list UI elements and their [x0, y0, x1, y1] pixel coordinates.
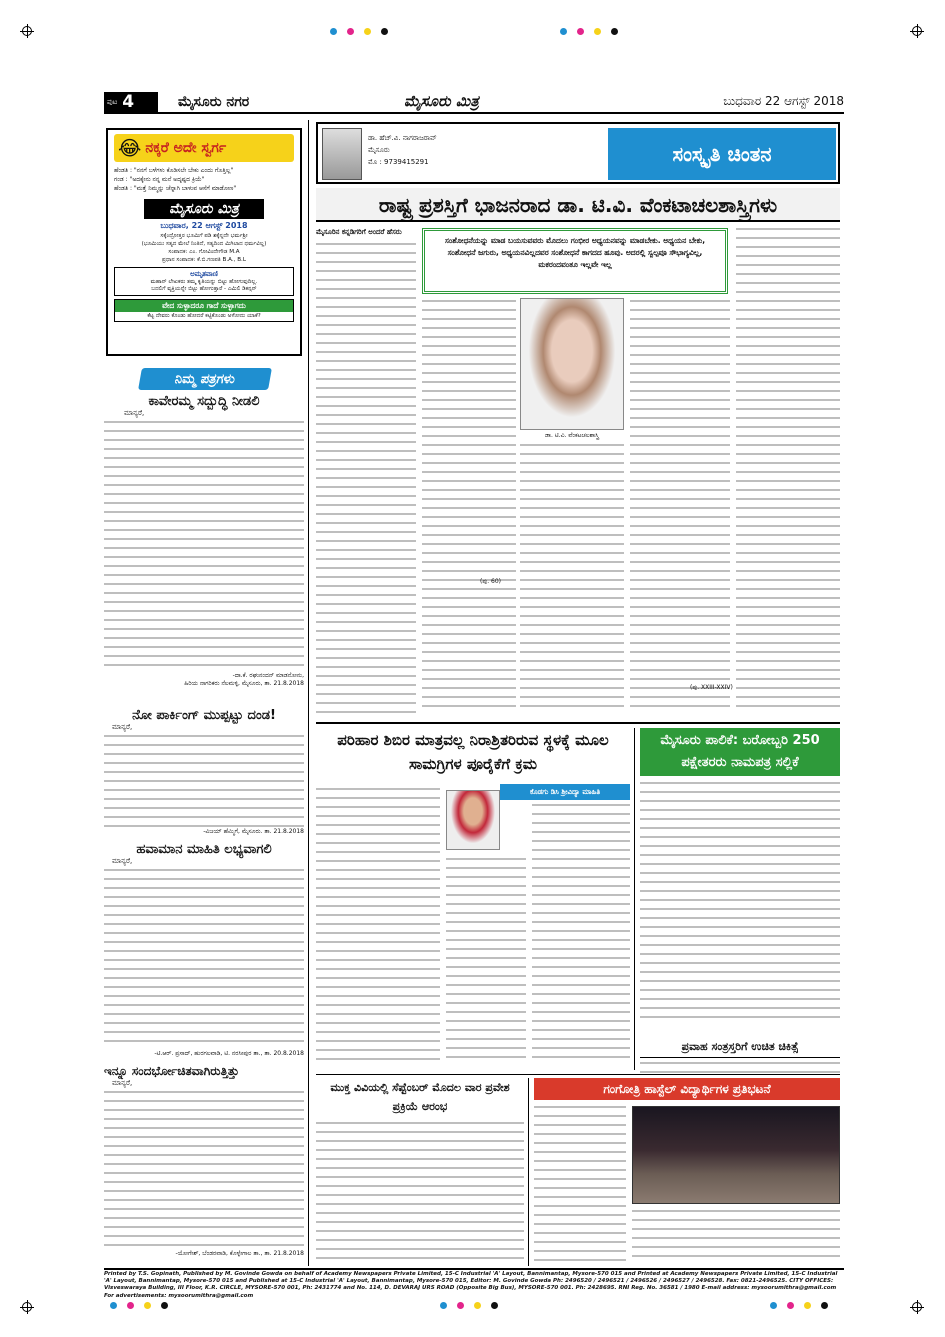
relief-photo	[446, 790, 500, 850]
letters-title: ನಿಮ್ಮ ಪತ್ರಗಳು	[173, 371, 237, 387]
protest-photo	[632, 1106, 840, 1204]
humor-line: ಹೆಂಡತಿ : "ಮತ್ತೆ ನಿಮ್ಮನ್ನು ಚೆನ್ನಾಗಿ ಬಾಳುವ ಆಸೆಗೆ ಮಾಡೋಣ"	[114, 185, 237, 192]
laughing-face-icon: 😂	[118, 136, 142, 160]
feature-col-2	[422, 300, 516, 718]
letter-3	[104, 842, 304, 1062]
letter-sign: -ಯೋಗೇಶ್, ಬೆಂಡರವಾಡಿ, ಕೊಳ್ಳೇಗಾಲ ತಾ., ತಾ. 21.8.2018	[175, 1250, 304, 1257]
mini-line: ಪ್ರಧಾನ ಸಂಪಾದಕ: ಕೆ.ಬಿ.ಗಣಪತಿ B.A., B.L	[162, 257, 246, 263]
relief-col-1	[316, 788, 440, 1070]
relief-byline: ಕೊಡಗು ಡಿಸಿ ಶ್ರೀವಿದ್ಯಾ ಮಾಹಿತಿ	[500, 784, 630, 800]
letter-4	[104, 1064, 304, 1264]
photo-caption: ಡಾ. ಟಿ.ವಿ. ವೆಂಕಟಚಲಶಾಸ್ತ್ರಿ	[545, 432, 599, 439]
university-headline: ಮುಕ್ತ ವಿವಿಯಲ್ಲಿ ಸೆಪ್ಟೆಂಬರ್ ಮೊದಲ ವಾರ ಪ್ರವೇಶ ಪ್ರಕ್ರಿಯೆ ಆರಂಭ	[330, 1081, 510, 1113]
humor-line: ಗಂಡ : "ಅದಕ್ಕೇನು ನನ್ನ ಮನೆ ಅದೃಷ್ಟದ ಕ್ರಿಯೆ"	[114, 176, 205, 183]
letter-title: ನೋ ಪಾರ್ಕಿಂಗ್ ಮುಪ್ಪಟ್ಟು ದಂಡ!	[132, 708, 276, 723]
palike-body	[640, 782, 840, 1034]
color-bar-dots	[110, 1302, 168, 1309]
feature-col-4	[630, 300, 730, 718]
letter-title: ಇನ್ನೂ ಸಂದರ್ಭೋಚಿತವಾಗಿರುತ್ತಿತ್ತು	[104, 1064, 240, 1078]
amrutavani-line: ಮಹಾನ್ ಲೇಖಕರು ತಮ್ಮ ಕೃತಿಯನ್ನು ಬಿಟ್ಟು ಹೋಗುವುದಿಲ್ಲ.	[150, 279, 258, 285]
letter-2	[104, 708, 304, 838]
letter-title: ಕಾವೇರಮ್ಮ ಸದ್ಬುದ್ಧಿ ನೀಡಲಿ	[148, 394, 260, 409]
letter-sign: -ವಿಜಯ್ ಹೆಮ್ಮಿಗೆ, ಮೈಸೂರು. ತಾ. 21.8.2018	[203, 828, 304, 835]
column-banner	[608, 128, 836, 180]
proverb-title: ವೇದ ಸುಳ್ಳಾದರೂ ಗಾದೆ ಸುಳ್ಳಾಗದು	[115, 300, 293, 312]
letter-place: ಹಿರಿಯ ನಾಗರಿಕರು ನೆಲಮಳ್ಳಿ, ಮೈಸೂರು, ತಾ. 21.8.2018	[184, 680, 304, 687]
protest-headline: ಗಂಗೋತ್ರಿ ಹಾಸ್ಟೆಲ್ ವಿದ್ಯಾರ್ಥಿಗಳ ಪ್ರತಿಭಟನೆ	[534, 1078, 840, 1100]
feature-col-3	[520, 444, 624, 718]
relief-headline: ಪರಿಹಾರ ಶಿಬಿರ ಮಾತ್ರವಲ್ಲ ನಿರಾಶ್ರಿತರಿರುವ ಸ್ಥಳಕ್ಕೆ ಮೂಲ ಸಾಮಗ್ರಿಗಳ ಪೂರೈಕೆಗೆ ಕ್ರಮ	[337, 731, 609, 773]
letter-body	[104, 732, 304, 828]
letter-greeting: ಮಾನ್ಯರೆ,	[112, 1079, 133, 1087]
feature-ref: (ಪು. 60)	[480, 578, 502, 585]
page-label: ಪುಟ	[107, 97, 118, 106]
mini-line: ಸಂಪಾದಕ: ಎಂ. ಗೋವಿಂದೇಗೌಡ M.A	[168, 249, 240, 255]
masthead-mini: ಮೈಸೂರು ಮಿತ್ರ	[144, 199, 264, 219]
letter-body	[104, 1088, 304, 1250]
letter-sign: -ಟಿ.ಆರ್. ಪ್ರಸಾದ್, ಹುರಗಲವಾಡಿ, ಟಿ. ನರಸೀಪುರ ತಾ., ತಾ. 20.8.2018	[154, 1050, 304, 1057]
letter-1	[104, 394, 304, 704]
color-bar-dots	[440, 1302, 498, 1309]
university-body	[316, 1122, 524, 1266]
amrutavani-title: ಅಮೃತವಾಣಿ	[190, 270, 218, 278]
letter-body	[104, 866, 304, 1050]
mini-date: ಬುಧವಾರ, 22 ಆಗಸ್ಟ್ 2018	[160, 221, 248, 230]
column-name: ಸಂಸ್ಕೃತಿ ಚಿಂತನ	[672, 142, 772, 166]
letter-greeting: ಮಾನ್ಯರೆ,	[112, 723, 133, 731]
author-phone: ಮೊ : 9739415291	[368, 158, 429, 166]
color-bar-dots	[560, 28, 618, 35]
registration-mark-icon	[912, 26, 922, 36]
letter-greeting: ಮಾನ್ಯರೆ,	[112, 857, 133, 865]
registration-mark-icon	[22, 26, 32, 36]
author-city: ಮೈಸೂರು	[368, 146, 390, 154]
palike-headline: ಮೈಸೂರು ಪಾಲಿಕೆ: ಬರೋಬ್ಬರಿ 250 ಪಕ್ಷೇತರರು ನಾಮಪತ್ರ ಸಲ್ಲಿಕೆ	[640, 728, 840, 776]
protest-body-2	[632, 1210, 840, 1266]
mini-line: (ಭೂಮಿಯು ಸತ್ಯದ ಮೇಲೆ ನಿಂತಿದೆ, ಸತ್ಯದಿಂದ ಮಿಗಿಲಾದ ಧರ್ಮವಿಲ್ಲ)	[141, 241, 267, 247]
amrutavani-line: ಬದಲಿಗೆ ವ್ಯಕ್ತಿಯನ್ನೇ ಬಿಟ್ಟು ಹೋಗುತ್ತಾರೆ - ಎಮಿಲಿ ಡಿಕನ್ಸನ್	[151, 286, 257, 292]
letter-greeting: ಮಾನ್ಯರೆ,	[124, 409, 145, 417]
letter-title: ಹವಾಮಾನ ಮಾಹಿತಿ ಲಭ್ಯವಾಗಲಿ	[136, 842, 272, 857]
humor-box	[106, 128, 302, 356]
feature-col-1	[316, 228, 416, 718]
mini-line: ಸಕ್ಕೆಂದ್ರೋತ್ತರ ಭೂಮಿಗೆ ಪಡಿ ಶಕ್ಕೆನ್ನದೇ ಭರ್ಮಶ್ರೀ	[160, 233, 248, 239]
feature-ref-2: (ಪು. XXIII-XXIV)	[690, 684, 733, 691]
registration-mark-icon	[912, 1302, 922, 1312]
relief-col-2	[446, 858, 526, 1070]
page-number-badge	[104, 92, 158, 112]
issue-date: ಬುಧವಾರ 22 ಆಗಸ್ಟ್ 2018	[723, 94, 844, 108]
author-photo	[322, 128, 362, 180]
registration-mark-icon	[22, 1302, 32, 1312]
feature-header	[316, 122, 840, 184]
flood-headline: ಪ್ರವಾಹ ಸಂತ್ರಸ್ತರಿಗೆ ಉಚಿತ ಚಿಕಿತ್ಸೆ	[640, 1040, 840, 1058]
masthead: ಮೈಸೂರು ಮಿತ್ರ	[404, 92, 479, 110]
pullquote: ಸಂಶೋಧನೆಯನ್ನು ಮಾಡ ಬಯಸುವವರು ಮೊದಲು ಗಂಭೀರ ಅಧ್ಯಯನವನ್ನು ಮಾಡಬೇಕು. ಅಧ್ಯಯನ ಬೇಕು, ಸಂಶೋಧನೆ ಜಗುರು, ಅಧ್ಯಯನವಿಲ್ಲದವರ ಸಂಶೋಧನೆ ಕಾಗದದ ಹೂವು. ಅದರಲ್ಲಿ ಸ್ವಲ್ಪವೂ ಸೌಭಾಗ್ಯವಿಲ್ಲ, ಮಕರಂದವಂತೂ ಇಲ್ಲವೇ ಇಲ್ಲ	[444, 236, 706, 269]
feature-photo	[520, 298, 624, 430]
proverb-text: ಕೆಟ್ಟ ದೇವರು ಕೊಂಡು ಹೋದರೆ ಕಟ್ಟಿಕೊಂಡು ಅಳೋದು ಯಾಕೆ?	[147, 313, 261, 319]
feature-dropcap: ಮೈಸೂರಿನ ಕನ್ನಡಿಗರಿಗೆ ಅಂದರೆ ಹೆಸರು	[316, 228, 402, 236]
page-header	[104, 92, 844, 114]
imprint: Printed by T.S. Gopinath, Published by M. Govinde Gowda on behalf of Academy Newspapers Private Limited, 15-C Industrial 'A' Layout, Bannimantap, Mysore-570 015 and Printed at Academy Newspapers Private Limited, 15-C Industrial 'A' Layout, Bannimantap, Mysore-570 015 and Published at 15-C Industrial 'A' Layout, Bannimantap, Mysore-570 015, Editor: M. Govinde Gowda Ph: 2496520 / 2496521 / 2496526 / 2496527 / 2496528. Fax: 0821-2496525. CITY OFFICES: Visveswaraya Building, III Floor, K.R. CIRCLE, MYSORE-570 001, Ph: 2431774 and No. 114, D. DEVARAJ URS ROAD (Opposite Big Bus), MYSORE-570 001. Ph: 2428695. RNI Reg. No. 36581 / 1980 E-mail address: mysoorumithra@gmail.com For advertisements: mysoorumithra@gmail.com	[104, 1268, 844, 1298]
feature-headline: ರಾಷ್ಟ್ರ ಪ್ರಶಸ್ತಿಗೆ ಭಾಜನರಾದ ಡಾ. ಟಿ.ವಿ. ವೆಂಕಟಾಚಲಶಾಸ್ತ್ರಿಗಳು	[316, 188, 840, 222]
color-bar-dots	[330, 28, 388, 35]
protest-body	[534, 1106, 626, 1266]
author-name: ಡಾ. ಹೆಚ್.ವಿ. ನಾಗರಾಜರಾವ್	[368, 134, 437, 142]
feature-col-5	[736, 228, 840, 718]
page-number: 4	[122, 92, 135, 112]
color-bar-dots	[770, 1302, 828, 1309]
pullquote-box	[422, 228, 728, 294]
section-title: ಮೈಸೂರು ನಗರ	[178, 94, 250, 110]
relief-col-3	[532, 804, 630, 1070]
humor-title: ನಕ್ಕರೆ ಅದೇ ಸ್ವರ್ಗ	[145, 140, 227, 156]
letter-sign: -ದಾ.ಕೆ. ರಘುನಂದನ್ ಮಾಡನೋನು,	[232, 672, 304, 679]
letters-banner	[138, 368, 272, 390]
humor-line: ಹೆಂಡತಿ : "ನನಗೆ ಬಳೆಗಳು ಕೊಡಿಸಲೇ ಬೇಕು ಎಂದು ಗೊತ್ತಿಲ್ಲ"	[114, 167, 234, 174]
letter-body	[104, 418, 304, 672]
